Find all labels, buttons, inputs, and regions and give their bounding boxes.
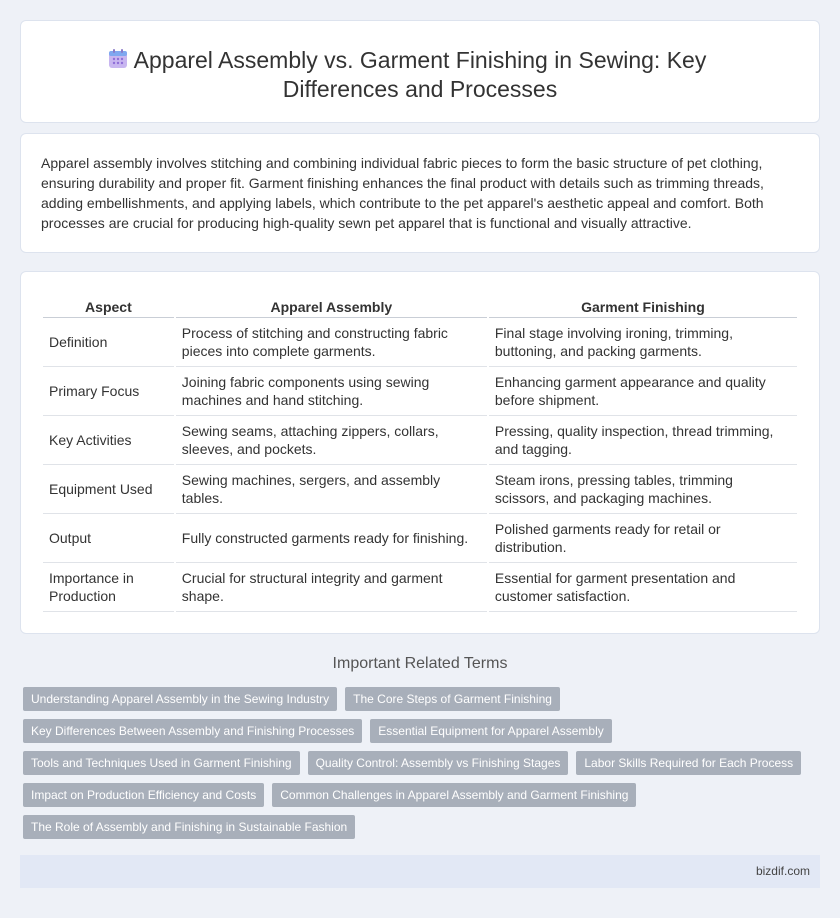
table-cell: Importance in Production — [43, 563, 174, 612]
title-card — [20, 20, 820, 123]
intro-card — [20, 133, 820, 253]
related-term-tag[interactable]: Labor Skills Required for Each Process — [576, 751, 801, 775]
column-header: Aspect — [43, 296, 174, 318]
table-cell: Process of stitching and constructing fabric pieces into complete garments. — [176, 318, 487, 367]
table-row — [43, 563, 797, 612]
table-cell: Output — [43, 514, 174, 563]
table-cell: Definition — [43, 318, 174, 367]
table-cell: Pressing, quality inspection, thread trimming, and tagging. — [489, 416, 797, 465]
related-terms-title: Important Related Terms — [332, 655, 508, 672]
table-cell: Equipment Used — [43, 465, 174, 514]
table-cell: Crucial for structural integrity and garment shape. — [176, 563, 487, 612]
comparison-card — [20, 271, 820, 634]
related-terms-list — [23, 687, 803, 839]
table-cell: Enhancing garment appearance and quality before shipment. — [489, 367, 797, 416]
table-cell: Fully constructed garments ready for finishing. — [176, 514, 487, 563]
table-cell: Primary Focus — [43, 367, 174, 416]
footer-brand[interactable]: bizdif.com — [755, 864, 810, 878]
table-cell: Key Activities — [43, 416, 174, 465]
table-cell: Sewing machines, sergers, and assembly tables. — [176, 465, 487, 514]
table-cell: Joining fabric components using sewing machines and hand stitching. — [176, 367, 487, 416]
table-cell: Final stage involving ironing, trimming, buttoning, and packing garments. — [489, 318, 797, 367]
related-term-tag[interactable]: Impact on Production Efficiency and Costs — [23, 783, 264, 807]
related-term-tag[interactable]: Quality Control: Assembly vs Finishing Stages — [308, 751, 569, 775]
related-term-tag[interactable]: Common Challenges in Apparel Assembly and Garment Finishing — [272, 783, 636, 807]
column-header: Garment Finishing — [489, 296, 797, 318]
intro-text: Apparel assembly involves stitching and combining individual fabric pieces to form the basic structure of pet clothing, ensuring durability and proper fit. Garment finishing enhances the final product with details such as trimming threads, adding embellishments, and applying labels, which contribute to the pet apparel's aesthetic appeal and comfort. Both processes are crucial for producing high-quality sewn pet apparel that is functional and visually attractive. — [41, 155, 764, 231]
related-term-tag[interactable]: Key Differences Between Assembly and Finishing Processes — [23, 719, 362, 743]
column-header: Apparel Assembly — [176, 296, 487, 318]
table-row — [43, 318, 797, 367]
table-cell: Polished garments ready for retail or distribution. — [489, 514, 797, 563]
related-term-tag[interactable]: Understanding Apparel Assembly in the Sewing Industry — [23, 687, 337, 711]
table-cell: Steam irons, pressing tables, trimming scissors, and packaging machines. — [489, 465, 797, 514]
related-term-tag[interactable]: The Role of Assembly and Finishing in Sustainable Fashion — [23, 815, 355, 839]
table-row — [43, 416, 797, 465]
page-title: Apparel Assembly vs. Garment Finishing in Sewing: Key Differences and Processes — [133, 47, 707, 102]
table-cell: Essential for garment presentation and customer satisfaction. — [489, 563, 797, 612]
related-term-tag[interactable]: The Core Steps of Garment Finishing — [345, 687, 560, 711]
footer — [20, 855, 820, 888]
related-term-tag[interactable]: Essential Equipment for Apparel Assembly — [370, 719, 611, 743]
table-row — [43, 367, 797, 416]
table-row — [43, 465, 797, 514]
table-header-row — [43, 296, 797, 318]
table-cell: Sewing seams, attaching zippers, collars, sleeves, and pockets. — [176, 416, 487, 465]
related-term-tag[interactable]: Tools and Techniques Used in Garment Finishing — [23, 751, 300, 775]
table-row — [43, 514, 797, 563]
comparison-table — [41, 296, 799, 612]
